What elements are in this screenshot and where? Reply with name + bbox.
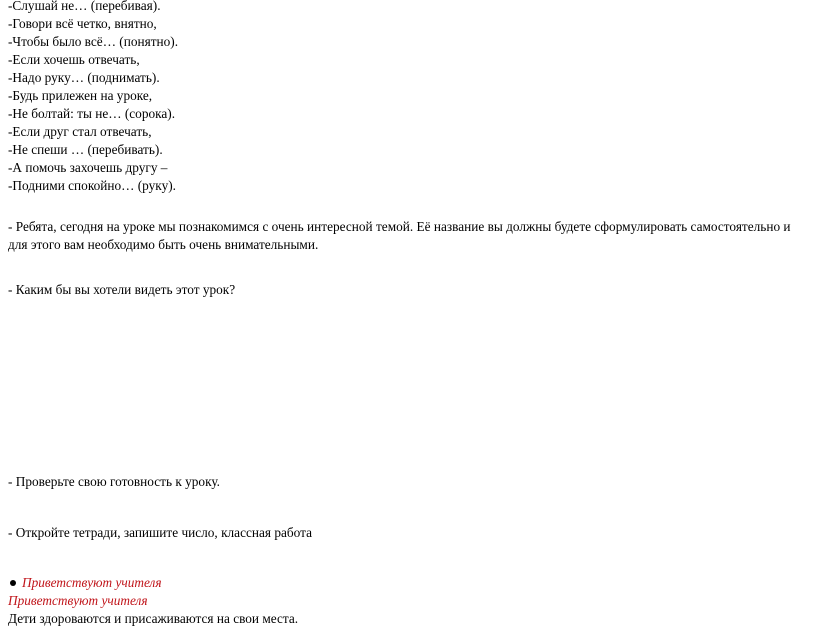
poem-line-3: -Чтобы было всё… (понятно). xyxy=(8,34,179,49)
poem-line-5: -Надо руку… (поднимать). xyxy=(8,70,160,85)
check-readiness-text: - Проверьте свою готовность к уроку. xyxy=(8,474,220,489)
poem-line-10: -А помочь захочешь другу – xyxy=(8,160,168,175)
open-notebooks-text: - Откройте тетради, запишите число, классная работа xyxy=(8,525,313,540)
poem-line-9: -Не спеши … (перебивать). xyxy=(8,142,163,157)
poem-line-8: -Если друг стал отвечать, xyxy=(8,124,152,139)
poem-line-1: -Слушай не… (перебивая). xyxy=(8,0,161,13)
poem-line-7: -Не болтай: ты не… (сорока). xyxy=(8,106,176,121)
greeting-bullet-line xyxy=(8,574,162,592)
bullet-icon xyxy=(10,580,16,586)
greeting-text-2: Приветствуют учителя xyxy=(8,593,148,608)
children-sit-text: Дети здороваются и присаживаются на свои места. xyxy=(8,611,299,626)
lesson-question: - Каким бы вы хотели видеть этот урок? xyxy=(8,282,236,297)
poem-line-2: -Говори всё четко, внятно, xyxy=(8,16,157,31)
poem-line-11: -Подними спокойно… (руку). xyxy=(8,178,176,193)
intro-paragraph: - Ребята, сегодня на уроке мы познакомимся с очень интересной темой. Её название вы должны будете сформулировать самостоятельно и для этого вам необходимо быть очень внимательными. xyxy=(8,219,791,252)
poem-line-4: -Если хочешь отвечать, xyxy=(8,52,140,67)
greeting-text-1: Приветствуют учителя xyxy=(22,575,162,590)
poem-line-6: -Будь прилежен на уроке, xyxy=(8,88,153,103)
